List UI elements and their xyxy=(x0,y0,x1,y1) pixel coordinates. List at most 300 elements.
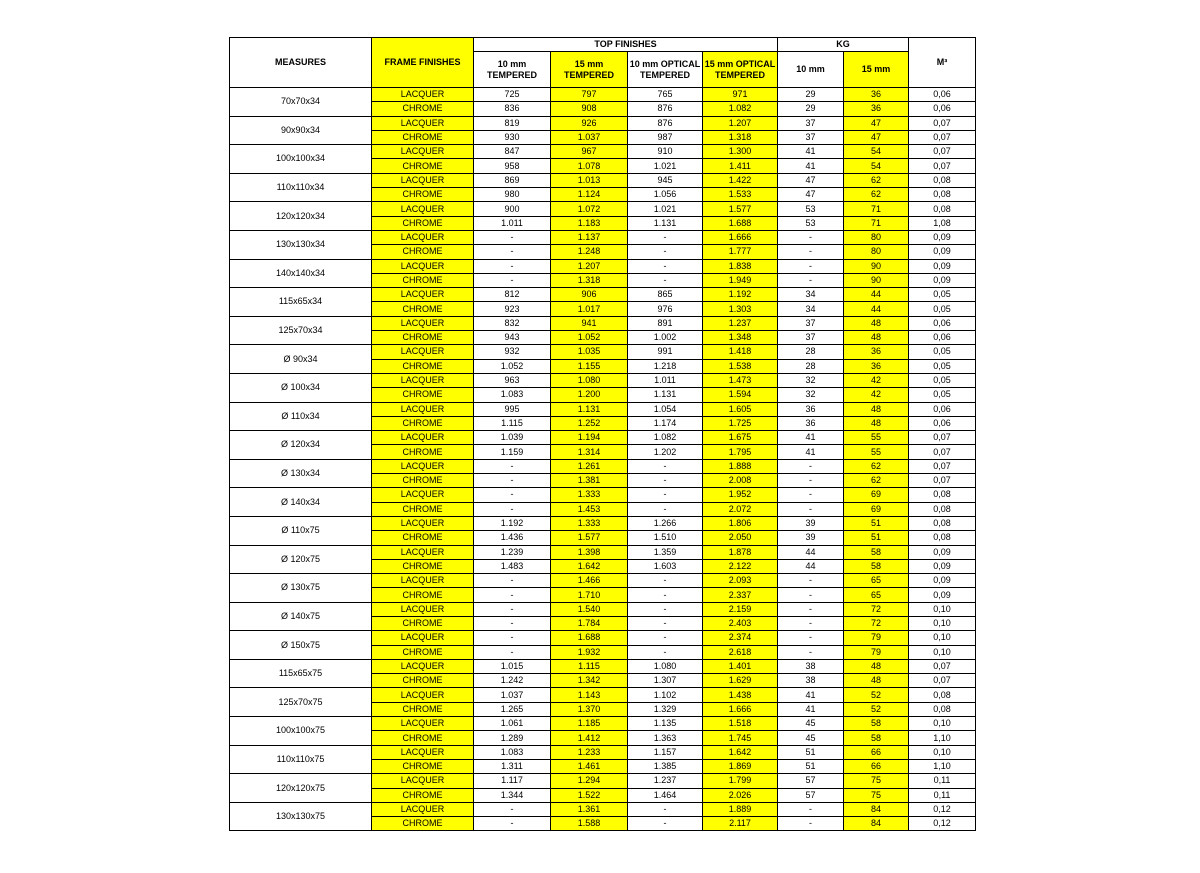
subheader-kg-10mm: 10 mm xyxy=(778,52,844,88)
table-row xyxy=(230,688,976,702)
kg-15mm-cell: 62 xyxy=(844,188,909,202)
kg-10mm-cell: 57 xyxy=(778,788,844,802)
price-10mm-optical-cell: 1.056 xyxy=(628,188,703,202)
price-10mm-tempered-cell: 1.061 xyxy=(474,717,551,731)
table-row xyxy=(230,345,976,359)
frame-finish-cell: CHROME xyxy=(372,216,474,230)
volume-m3-cell: 0,07 xyxy=(909,116,976,130)
frame-finish-cell: LACQUER xyxy=(372,259,474,273)
price-15mm-tempered-cell: 1.252 xyxy=(551,416,628,430)
price-10mm-optical-cell: - xyxy=(628,645,703,659)
volume-m3-cell: 0,07 xyxy=(909,159,976,173)
price-15mm-tempered-cell: 1.137 xyxy=(551,230,628,244)
frame-finish-cell: CHROME xyxy=(372,188,474,202)
volume-m3-cell: 0,11 xyxy=(909,774,976,788)
kg-10mm-cell: 37 xyxy=(778,316,844,330)
volume-m3-cell: 0,08 xyxy=(909,202,976,216)
price-15mm-tempered-cell: 1.412 xyxy=(551,731,628,745)
frame-finish-cell: LACQUER xyxy=(372,316,474,330)
frame-finish-cell: LACQUER xyxy=(372,774,474,788)
kg-15mm-cell: 48 xyxy=(844,331,909,345)
price-15mm-tempered-cell: 941 xyxy=(551,316,628,330)
frame-finish-cell: LACQUER xyxy=(372,516,474,530)
kg-10mm-cell: 47 xyxy=(778,188,844,202)
volume-m3-cell: 0,08 xyxy=(909,502,976,516)
frame-finish-cell: CHROME xyxy=(372,102,474,116)
volume-m3-cell: 0,05 xyxy=(909,302,976,316)
kg-10mm-cell: - xyxy=(778,602,844,616)
kg-15mm-cell: 65 xyxy=(844,574,909,588)
price-15mm-optical-cell: 2.008 xyxy=(703,474,778,488)
price-10mm-optical-cell: 976 xyxy=(628,302,703,316)
price-10mm-optical-cell: 1.157 xyxy=(628,745,703,759)
volume-m3-cell: 0,09 xyxy=(909,559,976,573)
kg-15mm-cell: 69 xyxy=(844,488,909,502)
kg-10mm-cell: - xyxy=(778,488,844,502)
price-10mm-tempered-cell: 812 xyxy=(474,288,551,302)
kg-10mm-cell: 44 xyxy=(778,559,844,573)
price-10mm-tempered-cell: 1.436 xyxy=(474,531,551,545)
kg-15mm-cell: 69 xyxy=(844,502,909,516)
kg-15mm-cell: 47 xyxy=(844,116,909,130)
price-10mm-optical-cell: 1.021 xyxy=(628,159,703,173)
measure-cell: Ø 90x34 xyxy=(230,345,372,374)
price-15mm-tempered-cell: 1.115 xyxy=(551,659,628,673)
kg-10mm-cell: 37 xyxy=(778,116,844,130)
kg-15mm-cell: 58 xyxy=(844,559,909,573)
price-15mm-tempered-cell: 1.361 xyxy=(551,802,628,816)
kg-10mm-cell: - xyxy=(778,474,844,488)
kg-10mm-cell: - xyxy=(778,574,844,588)
kg-15mm-cell: 79 xyxy=(844,631,909,645)
table-row xyxy=(230,145,976,159)
frame-finish-cell: LACQUER xyxy=(372,745,474,759)
price-10mm-tempered-cell: 943 xyxy=(474,331,551,345)
price-15mm-optical-cell: 1.725 xyxy=(703,416,778,430)
kg-15mm-cell: 66 xyxy=(844,759,909,773)
price-15mm-tempered-cell: 1.017 xyxy=(551,302,628,316)
frame-finish-cell: CHROME xyxy=(372,759,474,773)
kg-10mm-cell: 57 xyxy=(778,774,844,788)
price-10mm-tempered-cell: 1.052 xyxy=(474,359,551,373)
kg-10mm-cell: 41 xyxy=(778,702,844,716)
price-10mm-optical-cell: 1.218 xyxy=(628,359,703,373)
price-10mm-tempered-cell: 1.015 xyxy=(474,659,551,673)
frame-finish-cell: LACQUER xyxy=(372,230,474,244)
price-15mm-tempered-cell: 1.577 xyxy=(551,531,628,545)
volume-m3-cell: 0,09 xyxy=(909,588,976,602)
price-10mm-optical-cell: 1.363 xyxy=(628,731,703,745)
price-10mm-tempered-cell: 869 xyxy=(474,173,551,187)
price-10mm-tempered-cell: - xyxy=(474,259,551,273)
price-15mm-optical-cell: 971 xyxy=(703,88,778,102)
frame-finish-cell: LACQUER xyxy=(372,202,474,216)
measure-cell: 100x100x75 xyxy=(230,717,372,746)
price-10mm-optical-cell: 1.464 xyxy=(628,788,703,802)
price-10mm-tempered-cell: 963 xyxy=(474,373,551,387)
price-10mm-optical-cell: - xyxy=(628,502,703,516)
kg-10mm-cell: - xyxy=(778,459,844,473)
frame-finish-cell: LACQUER xyxy=(372,88,474,102)
frame-finish-cell: CHROME xyxy=(372,702,474,716)
kg-10mm-cell: 45 xyxy=(778,717,844,731)
price-10mm-tempered-cell: - xyxy=(474,602,551,616)
table-row xyxy=(230,545,976,559)
price-10mm-tempered-cell: 958 xyxy=(474,159,551,173)
kg-15mm-cell: 90 xyxy=(844,273,909,287)
frame-finish-cell: CHROME xyxy=(372,616,474,630)
price-15mm-tempered-cell: 1.688 xyxy=(551,631,628,645)
kg-15mm-cell: 71 xyxy=(844,202,909,216)
price-15mm-tempered-cell: 1.522 xyxy=(551,788,628,802)
price-15mm-tempered-cell: 1.185 xyxy=(551,717,628,731)
price-10mm-tempered-cell: - xyxy=(474,474,551,488)
price-10mm-tempered-cell: - xyxy=(474,459,551,473)
price-15mm-optical-cell: 1.888 xyxy=(703,459,778,473)
frame-finish-cell: CHROME xyxy=(372,273,474,287)
measure-cell: Ø 120x75 xyxy=(230,545,372,574)
volume-m3-cell: 0,08 xyxy=(909,702,976,716)
volume-m3-cell: 0,08 xyxy=(909,188,976,202)
price-15mm-tempered-cell: 1.080 xyxy=(551,373,628,387)
kg-15mm-cell: 71 xyxy=(844,216,909,230)
kg-15mm-cell: 42 xyxy=(844,373,909,387)
measure-cell: 90x90x34 xyxy=(230,116,372,145)
measure-cell: Ø 140x34 xyxy=(230,488,372,517)
price-10mm-tempered-cell: - xyxy=(474,802,551,816)
subheader-15mm-optical-tempered: 15 mm OPTICAL TEMPERED xyxy=(703,52,778,88)
kg-15mm-cell: 48 xyxy=(844,416,909,430)
price-15mm-optical-cell: 1.192 xyxy=(703,288,778,302)
price-10mm-tempered-cell: 819 xyxy=(474,116,551,130)
table-row xyxy=(230,574,976,588)
table-row xyxy=(230,230,976,244)
price-10mm-optical-cell: 1.002 xyxy=(628,331,703,345)
kg-15mm-cell: 54 xyxy=(844,145,909,159)
measure-cell: Ø 110x75 xyxy=(230,516,372,545)
kg-15mm-cell: 36 xyxy=(844,102,909,116)
frame-finish-cell: LACQUER xyxy=(372,688,474,702)
price-15mm-optical-cell: 1.594 xyxy=(703,388,778,402)
price-10mm-tempered-cell: 1.265 xyxy=(474,702,551,716)
volume-m3-cell: 0,09 xyxy=(909,259,976,273)
kg-15mm-cell: 62 xyxy=(844,173,909,187)
price-15mm-tempered-cell: 1.642 xyxy=(551,559,628,573)
price-10mm-optical-cell: 765 xyxy=(628,88,703,102)
volume-m3-cell: 0,05 xyxy=(909,388,976,402)
volume-m3-cell: 0,10 xyxy=(909,717,976,731)
kg-15mm-cell: 80 xyxy=(844,245,909,259)
frame-finish-cell: LACQUER xyxy=(372,459,474,473)
measure-cell: 115x65x34 xyxy=(230,288,372,317)
price-10mm-tempered-cell: - xyxy=(474,230,551,244)
price-15mm-optical-cell: 2.374 xyxy=(703,631,778,645)
price-15mm-optical-cell: 2.093 xyxy=(703,574,778,588)
kg-10mm-cell: 38 xyxy=(778,659,844,673)
table-row xyxy=(230,516,976,530)
kg-10mm-cell: 41 xyxy=(778,445,844,459)
price-10mm-tempered-cell: - xyxy=(474,502,551,516)
kg-10mm-cell: - xyxy=(778,259,844,273)
price-10mm-optical-cell: - xyxy=(628,602,703,616)
kg-10mm-cell: 36 xyxy=(778,416,844,430)
price-15mm-tempered-cell: 1.318 xyxy=(551,273,628,287)
price-10mm-tempered-cell: 900 xyxy=(474,202,551,216)
price-10mm-optical-cell: 1.329 xyxy=(628,702,703,716)
price-15mm-optical-cell: 1.799 xyxy=(703,774,778,788)
price-10mm-tempered-cell: 1.483 xyxy=(474,559,551,573)
price-15mm-tempered-cell: 1.466 xyxy=(551,574,628,588)
frame-finish-cell: CHROME xyxy=(372,817,474,831)
table-row xyxy=(230,459,976,473)
price-10mm-tempered-cell: - xyxy=(474,488,551,502)
kg-10mm-cell: 41 xyxy=(778,431,844,445)
kg-10mm-cell: 37 xyxy=(778,331,844,345)
kg-15mm-cell: 51 xyxy=(844,531,909,545)
price-10mm-tempered-cell: 1.039 xyxy=(474,431,551,445)
frame-finish-cell: CHROME xyxy=(372,674,474,688)
price-15mm-optical-cell: 1.348 xyxy=(703,331,778,345)
price-15mm-tempered-cell: 906 xyxy=(551,288,628,302)
price-10mm-optical-cell: 1.131 xyxy=(628,216,703,230)
measure-cell: 140x140x34 xyxy=(230,259,372,288)
price-15mm-tempered-cell: 1.710 xyxy=(551,588,628,602)
price-15mm-optical-cell: 1.878 xyxy=(703,545,778,559)
price-10mm-tempered-cell: 1.117 xyxy=(474,774,551,788)
price-15mm-tempered-cell: 1.333 xyxy=(551,516,628,530)
volume-m3-cell: 0,06 xyxy=(909,316,976,330)
volume-m3-cell: 0,05 xyxy=(909,359,976,373)
price-15mm-tempered-cell: 797 xyxy=(551,88,628,102)
price-10mm-tempered-cell: - xyxy=(474,245,551,259)
kg-10mm-cell: 36 xyxy=(778,402,844,416)
price-15mm-optical-cell: 1.949 xyxy=(703,273,778,287)
kg-10mm-cell: 29 xyxy=(778,102,844,116)
price-10mm-optical-cell: - xyxy=(628,574,703,588)
price-10mm-tempered-cell: 1.011 xyxy=(474,216,551,230)
price-10mm-optical-cell: - xyxy=(628,588,703,602)
price-10mm-optical-cell: 876 xyxy=(628,116,703,130)
measure-cell: Ø 130x75 xyxy=(230,574,372,603)
price-15mm-optical-cell: 1.473 xyxy=(703,373,778,387)
volume-m3-cell: 0,10 xyxy=(909,645,976,659)
price-15mm-optical-cell: 2.618 xyxy=(703,645,778,659)
volume-m3-cell: 0,08 xyxy=(909,488,976,502)
volume-m3-cell: 0,08 xyxy=(909,516,976,530)
frame-finish-cell: LACQUER xyxy=(372,631,474,645)
price-15mm-tempered-cell: 1.453 xyxy=(551,502,628,516)
volume-m3-cell: 0,09 xyxy=(909,574,976,588)
price-15mm-optical-cell: 1.675 xyxy=(703,431,778,445)
price-15mm-optical-cell: 1.538 xyxy=(703,359,778,373)
kg-15mm-cell: 36 xyxy=(844,88,909,102)
measure-cell: 125x70x34 xyxy=(230,316,372,345)
table-row xyxy=(230,745,976,759)
kg-10mm-cell: 51 xyxy=(778,745,844,759)
price-10mm-tempered-cell: 836 xyxy=(474,102,551,116)
volume-m3-cell: 0,06 xyxy=(909,416,976,430)
price-10mm-optical-cell: 991 xyxy=(628,345,703,359)
price-10mm-optical-cell: 1.603 xyxy=(628,559,703,573)
kg-15mm-cell: 48 xyxy=(844,316,909,330)
frame-finish-cell: CHROME xyxy=(372,645,474,659)
price-15mm-optical-cell: 1.422 xyxy=(703,173,778,187)
price-10mm-optical-cell: 1.080 xyxy=(628,659,703,673)
subheader-10mm-tempered: 10 mm TEMPERED xyxy=(474,52,551,88)
price-10mm-optical-cell: - xyxy=(628,459,703,473)
kg-15mm-cell: 44 xyxy=(844,302,909,316)
frame-finish-cell: LACQUER xyxy=(372,116,474,130)
price-15mm-tempered-cell: 1.370 xyxy=(551,702,628,716)
price-10mm-optical-cell: 1.082 xyxy=(628,431,703,445)
subheader-kg-15mm: 15 mm xyxy=(844,52,909,88)
volume-m3-cell: 0,05 xyxy=(909,288,976,302)
kg-15mm-cell: 55 xyxy=(844,431,909,445)
price-10mm-optical-cell: 876 xyxy=(628,102,703,116)
frame-finish-cell: LACQUER xyxy=(372,431,474,445)
price-15mm-tempered-cell: 1.540 xyxy=(551,602,628,616)
table-row xyxy=(230,774,976,788)
price-10mm-optical-cell: - xyxy=(628,273,703,287)
volume-m3-cell: 0,09 xyxy=(909,545,976,559)
kg-15mm-cell: 48 xyxy=(844,674,909,688)
kg-10mm-cell: - xyxy=(778,817,844,831)
kg-15mm-cell: 75 xyxy=(844,788,909,802)
frame-finish-cell: CHROME xyxy=(372,559,474,573)
frame-finish-cell: CHROME xyxy=(372,502,474,516)
measure-cell: 120x120x34 xyxy=(230,202,372,231)
price-15mm-optical-cell: 1.777 xyxy=(703,245,778,259)
kg-15mm-cell: 36 xyxy=(844,345,909,359)
kg-10mm-cell: 41 xyxy=(778,688,844,702)
volume-m3-cell: 0,06 xyxy=(909,402,976,416)
price-10mm-optical-cell: 865 xyxy=(628,288,703,302)
price-15mm-optical-cell: 1.745 xyxy=(703,731,778,745)
kg-10mm-cell: 39 xyxy=(778,531,844,545)
kg-15mm-cell: 84 xyxy=(844,802,909,816)
price-15mm-optical-cell: 1.401 xyxy=(703,659,778,673)
kg-10mm-cell: 53 xyxy=(778,216,844,230)
frame-finish-cell: CHROME xyxy=(372,359,474,373)
table-row xyxy=(230,316,976,330)
kg-15mm-cell: 58 xyxy=(844,731,909,745)
kg-15mm-cell: 75 xyxy=(844,774,909,788)
price-15mm-tempered-cell: 1.342 xyxy=(551,674,628,688)
price-15mm-optical-cell: 1.207 xyxy=(703,116,778,130)
table-row xyxy=(230,431,976,445)
frame-finish-cell: CHROME xyxy=(372,474,474,488)
price-15mm-tempered-cell: 1.078 xyxy=(551,159,628,173)
kg-15mm-cell: 66 xyxy=(844,745,909,759)
frame-finish-cell: CHROME xyxy=(372,416,474,430)
price-15mm-optical-cell: 1.411 xyxy=(703,159,778,173)
price-10mm-tempered-cell: 832 xyxy=(474,316,551,330)
table-row xyxy=(230,659,976,673)
kg-10mm-cell: 29 xyxy=(778,88,844,102)
volume-m3-cell: 0,05 xyxy=(909,373,976,387)
table-row xyxy=(230,717,976,731)
price-10mm-tempered-cell: 1.289 xyxy=(474,731,551,745)
price-15mm-optical-cell: 2.337 xyxy=(703,588,778,602)
volume-m3-cell: 0,09 xyxy=(909,230,976,244)
price-10mm-optical-cell: 945 xyxy=(628,173,703,187)
frame-finish-cell: CHROME xyxy=(372,588,474,602)
price-10mm-optical-cell: 1.102 xyxy=(628,688,703,702)
price-10mm-optical-cell: 1.011 xyxy=(628,373,703,387)
frame-finish-cell: LACQUER xyxy=(372,288,474,302)
frame-finish-cell: LACQUER xyxy=(372,345,474,359)
price-10mm-optical-cell: 1.174 xyxy=(628,416,703,430)
price-15mm-optical-cell: 2.072 xyxy=(703,502,778,516)
price-15mm-optical-cell: 1.629 xyxy=(703,674,778,688)
price-15mm-tempered-cell: 1.052 xyxy=(551,331,628,345)
kg-15mm-cell: 44 xyxy=(844,288,909,302)
price-10mm-tempered-cell: 930 xyxy=(474,130,551,144)
frame-finish-cell: LACQUER xyxy=(372,145,474,159)
price-10mm-tempered-cell: 1.083 xyxy=(474,745,551,759)
kg-10mm-cell: - xyxy=(778,631,844,645)
measure-cell: Ø 140x75 xyxy=(230,602,372,631)
price-10mm-optical-cell: 1.131 xyxy=(628,388,703,402)
price-15mm-tempered-cell: 1.314 xyxy=(551,445,628,459)
volume-m3-cell: 0,08 xyxy=(909,531,976,545)
table-row xyxy=(230,116,976,130)
price-15mm-optical-cell: 1.303 xyxy=(703,302,778,316)
price-15mm-optical-cell: 1.577 xyxy=(703,202,778,216)
volume-m3-cell: 0,09 xyxy=(909,273,976,287)
price-15mm-tempered-cell: 1.932 xyxy=(551,645,628,659)
price-10mm-tempered-cell: - xyxy=(474,631,551,645)
price-10mm-tempered-cell: 995 xyxy=(474,402,551,416)
price-10mm-tempered-cell: 923 xyxy=(474,302,551,316)
price-10mm-optical-cell: 1.054 xyxy=(628,402,703,416)
measure-cell: 100x100x34 xyxy=(230,145,372,174)
kg-10mm-cell: 32 xyxy=(778,388,844,402)
price-15mm-optical-cell: 2.122 xyxy=(703,559,778,573)
kg-15mm-cell: 47 xyxy=(844,130,909,144)
kg-10mm-cell: 34 xyxy=(778,302,844,316)
measure-cell: Ø 120x34 xyxy=(230,431,372,460)
kg-15mm-cell: 72 xyxy=(844,602,909,616)
kg-10mm-cell: 37 xyxy=(778,130,844,144)
measure-cell: 70x70x34 xyxy=(230,88,372,117)
volume-m3-cell: 0,07 xyxy=(909,431,976,445)
kg-15mm-cell: 52 xyxy=(844,702,909,716)
price-10mm-optical-cell: 910 xyxy=(628,145,703,159)
price-10mm-tempered-cell: - xyxy=(474,588,551,602)
volume-m3-cell: 0,10 xyxy=(909,602,976,616)
measure-cell: Ø 110x34 xyxy=(230,402,372,431)
price-15mm-tempered-cell: 1.035 xyxy=(551,345,628,359)
price-10mm-tempered-cell: 1.083 xyxy=(474,388,551,402)
price-10mm-tempered-cell: 980 xyxy=(474,188,551,202)
frame-finish-cell: LACQUER xyxy=(372,574,474,588)
price-15mm-tempered-cell: 1.013 xyxy=(551,173,628,187)
price-15mm-optical-cell: 1.237 xyxy=(703,316,778,330)
price-10mm-tempered-cell: 1.311 xyxy=(474,759,551,773)
frame-finish-cell: CHROME xyxy=(372,159,474,173)
measure-cell: 115x65x75 xyxy=(230,659,372,688)
price-10mm-optical-cell: - xyxy=(628,488,703,502)
measure-cell: Ø 100x34 xyxy=(230,373,372,402)
volume-m3-cell: 0,10 xyxy=(909,745,976,759)
price-15mm-optical-cell: 2.050 xyxy=(703,531,778,545)
price-15mm-optical-cell: 1.300 xyxy=(703,145,778,159)
header-top-finishes: TOP FINISHES xyxy=(474,38,778,52)
frame-finish-cell: CHROME xyxy=(372,245,474,259)
price-10mm-tempered-cell: - xyxy=(474,616,551,630)
price-10mm-optical-cell: 1.135 xyxy=(628,717,703,731)
